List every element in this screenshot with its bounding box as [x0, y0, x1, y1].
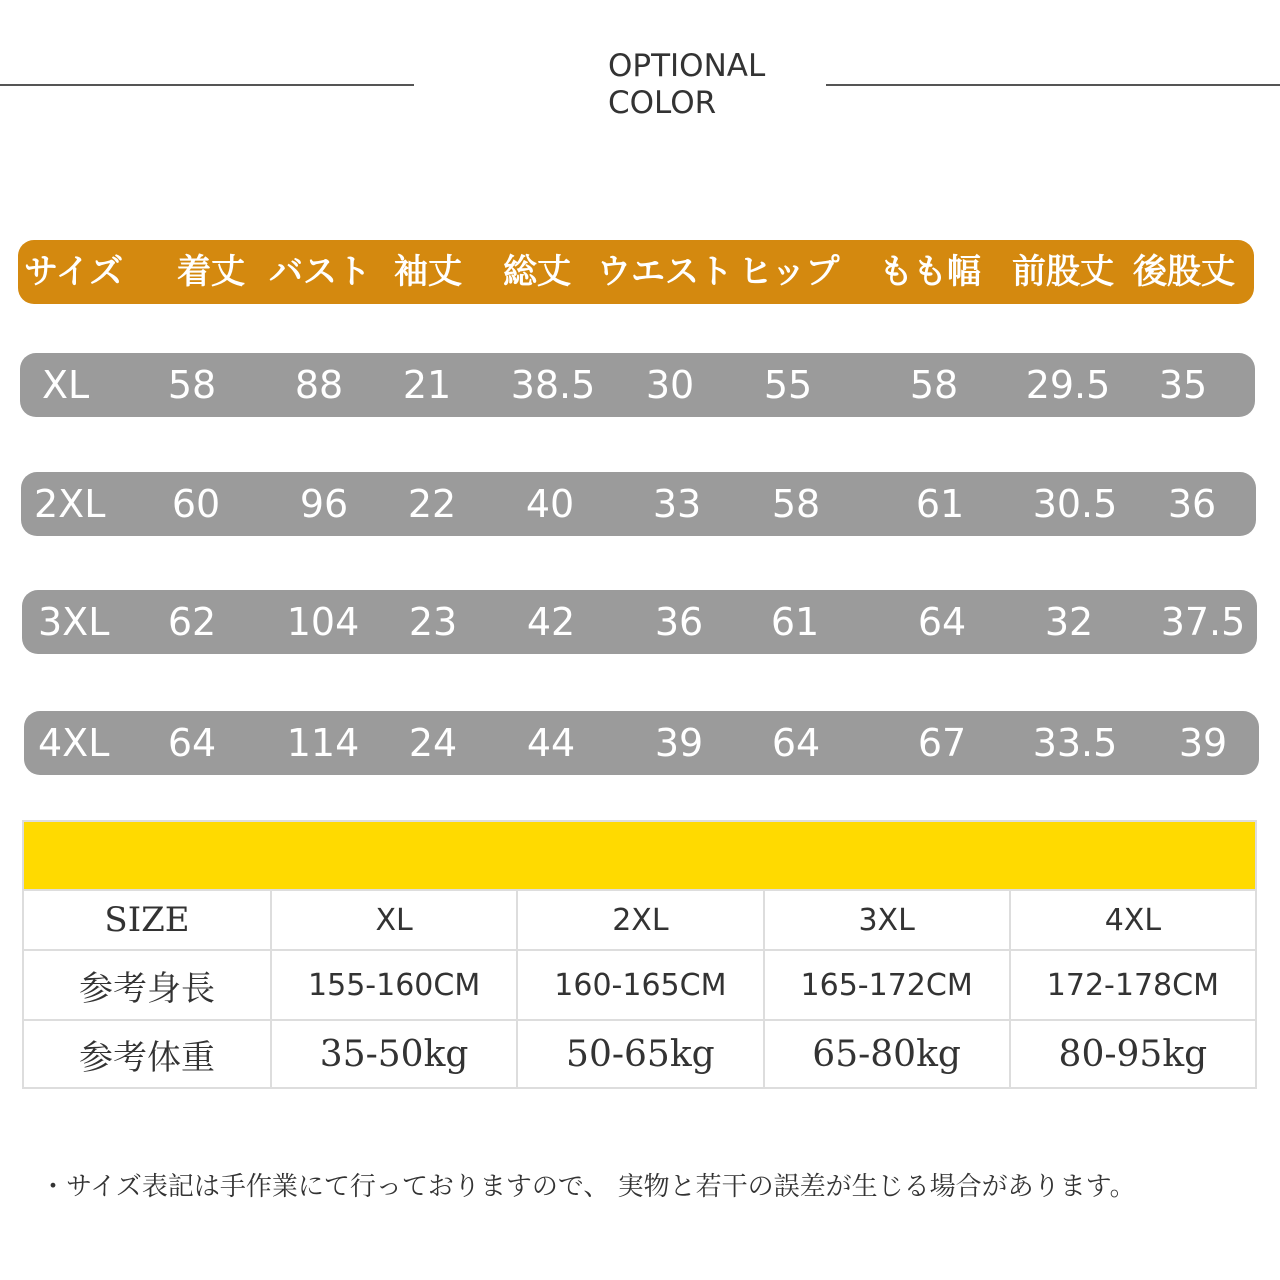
cell-total-length: 38.5	[510, 363, 596, 407]
cell-bust: 96	[299, 482, 349, 526]
measure-row-4xl	[24, 711, 1259, 775]
cell-waist: 36	[654, 600, 704, 644]
weight-cell: 65-80kg	[763, 1021, 1009, 1087]
cell-thigh: 64	[917, 600, 967, 644]
measure-row-3xl	[22, 590, 1257, 654]
size-row-label: SIZE	[104, 900, 190, 940]
cell-sleeve: 22	[407, 482, 457, 526]
height-cell: 160-165CM	[516, 951, 762, 1019]
height-cell: 172-178CM	[1009, 951, 1255, 1019]
height-cell: 165-172CM	[763, 951, 1009, 1019]
header-waist: ウエスト	[597, 252, 733, 292]
header-hip: ヒップ	[738, 252, 840, 292]
cell-sleeve: 21	[402, 363, 452, 407]
fit-reference-table	[22, 820, 1257, 1089]
cell-front-rise: 29.5	[1025, 363, 1111, 407]
cell-total-length: 42	[526, 600, 576, 644]
height-row-label: 参考身長	[79, 968, 215, 1009]
fit-row-height	[24, 949, 1255, 1019]
cell-length: 64	[167, 721, 217, 765]
header-total-length: 総丈	[503, 252, 571, 292]
cell-hip: 64	[771, 721, 821, 765]
cell-hip: 55	[763, 363, 813, 407]
size-cell: XL	[270, 891, 516, 949]
cell-back-rise: 35	[1158, 363, 1208, 407]
measure-row-xl	[20, 353, 1255, 417]
cell-size: XL	[42, 363, 90, 407]
cell-bust: 114	[286, 721, 360, 765]
cell-front-rise: 32	[1044, 600, 1094, 644]
cell-thigh: 67	[917, 721, 967, 765]
cell-sleeve: 24	[408, 721, 458, 765]
cell-hip: 58	[771, 482, 821, 526]
weight-cell: 35-50kg	[270, 1021, 516, 1087]
header-size: サイズ	[24, 252, 124, 292]
cell-waist: 33	[652, 482, 702, 526]
cell-thigh: 58	[909, 363, 959, 407]
cell-back-rise: 37.5	[1160, 600, 1246, 644]
weight-cell: 80-95kg	[1009, 1021, 1255, 1087]
title-rule-left	[0, 84, 414, 86]
cell-size: 4XL	[38, 721, 110, 765]
size-note: ・サイズ表記は手作業にて行っておりますので、 実物と若干の誤差が生じる場合があります。	[40, 1172, 1136, 1202]
title-line-2: COLOR	[608, 85, 717, 121]
weight-row-label: 参考体重	[79, 1037, 215, 1078]
cell-waist: 39	[654, 721, 704, 765]
cell-length: 58	[167, 363, 217, 407]
cell-total-length: 44	[526, 721, 576, 765]
weight-cell: 50-65kg	[516, 1021, 762, 1087]
cell-thigh: 61	[915, 482, 965, 526]
measure-row-2xl	[21, 472, 1256, 536]
cell-front-rise: 33.5	[1032, 721, 1118, 765]
cell-bust: 104	[286, 600, 360, 644]
header-sleeve: 袖丈	[394, 252, 462, 292]
cell-size: 3XL	[38, 600, 110, 644]
cell-size: 2XL	[34, 482, 106, 526]
header-bust: バスト	[269, 252, 371, 292]
cell-back-rise: 36	[1167, 482, 1217, 526]
cell-total-length: 40	[525, 482, 575, 526]
cell-sleeve: 23	[408, 600, 458, 644]
header-back-rise: 後股丈	[1133, 252, 1235, 292]
header-length: 着丈	[177, 252, 245, 292]
cell-length: 62	[167, 600, 217, 644]
measure-header-bar	[18, 240, 1254, 304]
header-thigh: もも幅	[879, 252, 981, 292]
size-cell: 3XL	[763, 891, 1009, 949]
height-cell: 155-160CM	[270, 951, 516, 1019]
cell-back-rise: 39	[1178, 721, 1228, 765]
table-header-band	[24, 822, 1255, 889]
cell-bust: 88	[294, 363, 344, 407]
size-cell: 2XL	[516, 891, 762, 949]
cell-front-rise: 30.5	[1032, 482, 1118, 526]
fit-row-size	[24, 889, 1255, 949]
cell-waist: 30	[645, 363, 695, 407]
cell-length: 60	[171, 482, 221, 526]
cell-hip: 61	[770, 600, 820, 644]
header-front-rise: 前股丈	[1012, 252, 1114, 292]
section-title	[608, 48, 765, 122]
title-rule-right	[826, 84, 1280, 86]
size-cell: 4XL	[1009, 891, 1255, 949]
title-line-1: OPTIONAL	[608, 48, 766, 84]
fit-row-weight	[24, 1019, 1255, 1087]
